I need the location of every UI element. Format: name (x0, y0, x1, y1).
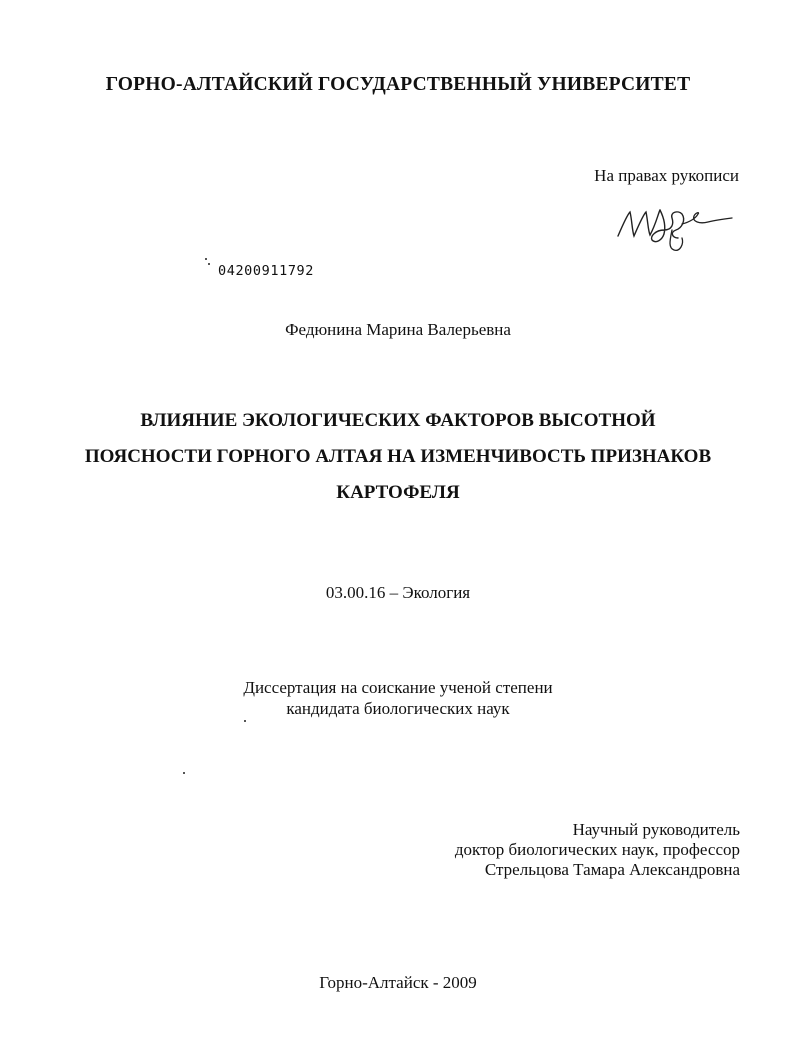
scan-artifact (208, 263, 210, 265)
handwritten-signature-icon (612, 200, 737, 260)
title-line: ПОЯСНОСТИ ГОРНОГО АЛТАЯ НА ИЗМЕНЧИВОСТЬ ПРИЗНАКОВ (84, 446, 712, 467)
dissertation-title (0, 403, 796, 511)
specialty-code: 03.00.16 – Экология (325, 583, 471, 602)
city-year: Горно-Алтайск - 2009 (319, 973, 477, 992)
scan-artifact (244, 720, 246, 722)
university-name: ГОРНО-АЛТАЙСКИЙ ГОСУДАРСТВЕННЫЙ УНИВЕРСИТЕТ (105, 74, 691, 95)
author-name: Федюнина Марина Валерьевна (285, 320, 511, 339)
scan-artifact (205, 258, 207, 260)
barcode-number: 04200911792 (218, 263, 315, 279)
supervisor-block (455, 820, 740, 880)
title-line: ВЛИЯНИЕ ЭКОЛОГИЧЕСКИХ ФАКТОРОВ ВЫСОТНОЙ (140, 410, 656, 431)
rights-note: На правах рукописи (594, 166, 739, 185)
degree-line: Диссертация на соискание ученой степени (243, 678, 553, 697)
degree-statement (0, 677, 796, 719)
supervisor-name: Стрельцова Тамара Александровна (484, 860, 740, 879)
scan-artifact (183, 772, 185, 774)
supervisor-role: Научный руководитель (572, 820, 740, 839)
title-line: КАРТОФЕЛЯ (336, 482, 460, 503)
supervisor-degree: доктор биологических наук, профессор (454, 840, 740, 859)
degree-line: кандидата биологических наук (286, 699, 510, 718)
